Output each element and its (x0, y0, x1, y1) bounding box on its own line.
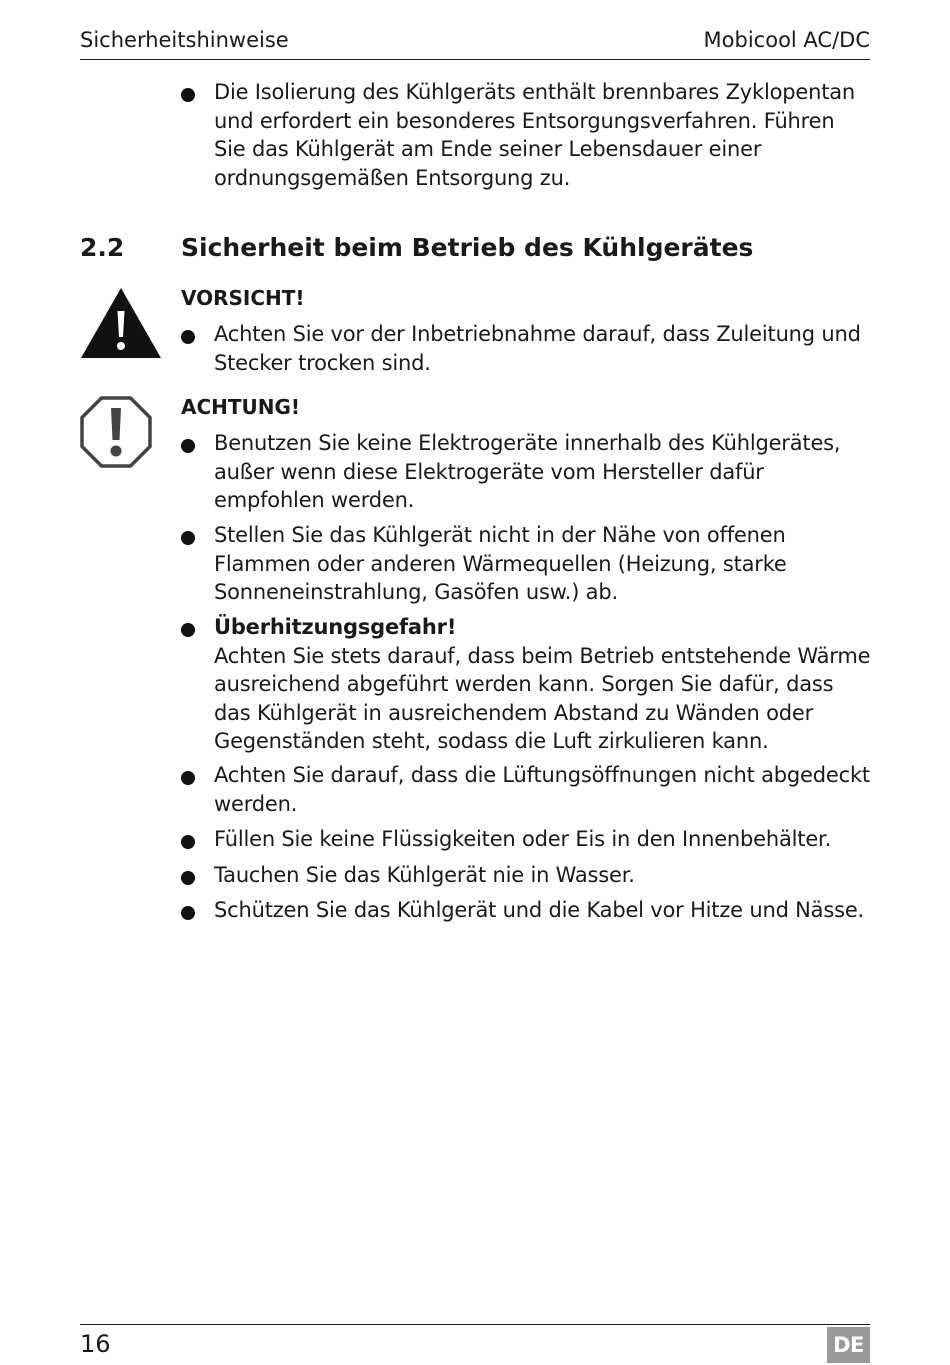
list-item-text: Schützen Sie das Kühlgerät und die Kabel vor Hitze und Nässe. (214, 898, 865, 922)
footer-divider (80, 1324, 870, 1325)
language-badge: DE (827, 1327, 870, 1363)
running-header-product: Mobicool AC/DC (703, 28, 870, 52)
exclamation-octagon-icon (80, 396, 152, 468)
list-item (181, 896, 871, 925)
section-title: Sicherheit beim Betrieb des Kühlgerätes (181, 233, 754, 262)
list-item-text: Achten Sie vor der Inbetriebnahme darauf, dass Zuleitung und Stecker trocken sind. (214, 322, 861, 375)
list-item (181, 320, 871, 377)
list-item-text: Füllen Sie keine Flüssigkeiten oder Eis in den Innenbehälter. (214, 827, 832, 851)
list-item (181, 78, 871, 192)
list-item (181, 761, 871, 818)
list-item (181, 825, 871, 854)
list-item (181, 613, 871, 756)
list-item-text (214, 613, 871, 756)
bullet-icon (181, 623, 195, 637)
list-item-text: Tauchen Sie das Kühlgerät nie in Wasser. (214, 863, 635, 887)
list-item-text: Die Isolierung des Kühlgeräts enthält brennbares Zyklopentan und erfordert ein besonderes Entsorgungsverfahren. Führen Sie das Kühlgerät am Ende seiner Lebensdauer einer ordnungsgemäßen Entsorgung zu. (214, 80, 856, 190)
list-item (181, 521, 871, 607)
bullet-icon (181, 439, 195, 453)
bullet-icon (181, 531, 195, 545)
bullet-icon (181, 330, 195, 344)
bullet-icon (181, 835, 195, 849)
overheat-warning-title: Überhitzungsgefahr! (214, 615, 457, 639)
list-item-text: Benutzen Sie keine Elektrogeräte innerhalb des Kühlgerätes, außer wenn diese Elektrogeräte vom Hersteller dafür empfohlen werden. (214, 431, 841, 513)
list-item (181, 429, 871, 515)
bullet-icon (181, 771, 195, 785)
header-divider (80, 59, 870, 60)
list-item-text: Achten Sie darauf, dass die Lüftungsöffnungen nicht abgedeckt werden. (214, 763, 870, 816)
bullet-icon (181, 871, 195, 885)
caution-label: VORSICHT! (181, 286, 305, 310)
page-number: 16 (80, 1330, 111, 1358)
overheat-warning-text: Achten Sie stets darauf, dass beim Betrieb entstehende Wärme ausreichend abgeführt werden kann. Sorgen Sie dafür, dass das Kühlgerät in ausreichendem Abstand zu Wänden oder Gegenständen steht, sodass die Luft zirkulieren kann. (214, 643, 871, 754)
bullet-icon (181, 88, 195, 102)
section-number: 2.2 (80, 233, 125, 262)
bullet-icon (181, 906, 195, 920)
running-header-section: Sicherheitshinweise (80, 28, 289, 52)
warning-triangle-icon (80, 287, 162, 359)
list-item-text: Stellen Sie das Kühlgerät nicht in der Nähe von offenen Flammen oder anderen Wärmequellen (Heizung, starke Sonneneinstrahlung, Gasöfen usw.) ab. (214, 523, 787, 605)
attention-label: ACHTUNG! (181, 395, 301, 419)
list-item (181, 861, 871, 890)
